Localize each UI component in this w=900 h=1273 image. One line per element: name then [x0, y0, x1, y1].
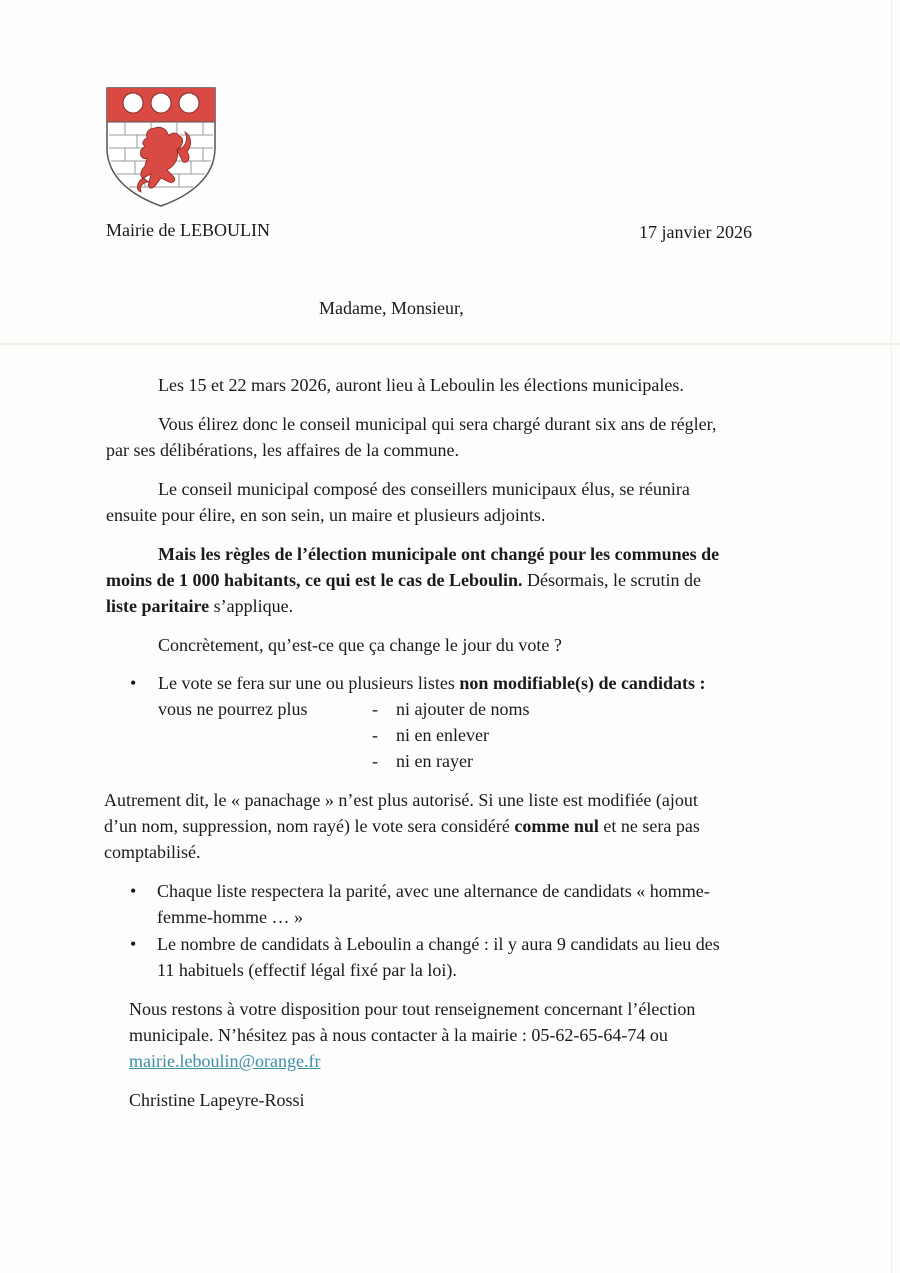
bullet-vote-line2: vous ne pourrez plus [158, 699, 308, 719]
letter-date: 17 janvier 2026 [639, 222, 752, 242]
salutation: Madame, Monsieur, [319, 298, 464, 318]
dash-item-strike: ni en rayer [396, 751, 473, 771]
paragraph-contact-line1: Nous restons à votre disposition pour tout renseignement concernant l’élection [129, 999, 696, 1019]
email-link-line [129, 1048, 321, 1074]
scan-artifact-line [0, 343, 900, 345]
bullet-dot: • [130, 673, 137, 693]
dash-item-add: ni ajouter de noms [396, 699, 530, 719]
liste-paritaire-text: liste paritaire [106, 596, 210, 616]
bullet-parity-line2: femme-homme … » [157, 907, 303, 927]
signature-name: Christine Lapeyre-Rossi [129, 1090, 305, 1110]
dash-marker: - [372, 699, 378, 719]
paragraph-mayor-line1: Le conseil municipal composé des conseillers municipaux élus, se réunira [158, 479, 690, 499]
paragraph-council-line1: Vous élirez donc le conseil municipal qui sera chargé durant six ans de régler, [158, 414, 717, 434]
dash-marker: - [372, 725, 378, 745]
coat-of-arms-icon [105, 86, 217, 208]
rules-text: Désormais, le scrutin de [522, 570, 701, 590]
applies-text: s’applique. [209, 596, 294, 616]
paragraph-contact-line2: municipale. N’hésitez pas à nous contacter à la mairie : 05-62-65-64-74 ou [129, 1025, 668, 1045]
rules-bold-text: moins de 1 000 habitants, ce qui est le cas de Leboulin. [106, 570, 523, 590]
bullet-vote-text: Le vote se fera sur une ou plusieurs listes [158, 673, 460, 693]
paragraph-panachage-line1: Autrement dit, le « panachage » n’est plus autorisé. Si une liste est modifiée (ajout [104, 790, 698, 810]
bullet-candidates-line1: Le nombre de candidats à Leboulin a changé : il y aura 9 candidats au lieu des [157, 934, 720, 954]
bullet-dot: • [130, 881, 137, 901]
bullet-dot: • [130, 934, 137, 954]
comme-nul-text: comme nul [514, 816, 599, 836]
email-link[interactable]: mairie.leboulin@orange.fr [129, 1051, 321, 1071]
sender-name: Mairie de LEBOULIN [106, 220, 270, 240]
bullet-vote-line1 [158, 670, 705, 696]
paragraph-panachage-line2 [104, 813, 700, 839]
paragraph-mayor-line2: ensuite pour élire, en son sein, un maire et plusieurs adjoints. [106, 505, 546, 525]
panachage-text-b: et ne sera pas [598, 816, 700, 836]
paragraph-rules-line2 [106, 567, 701, 593]
paragraph-panachage-line3: comptabilisé. [104, 842, 201, 862]
dash-item-remove: ni en enlever [396, 725, 489, 745]
paragraph-council-line2: par ses délibérations, les affaires de la commune. [106, 440, 460, 460]
dash-marker: - [372, 751, 378, 771]
question-line: Concrètement, qu’est-ce que ça change le jour du vote ? [158, 635, 562, 655]
paragraph-dates: Les 15 et 22 mars 2026, auront lieu à Leboulin les élections municipales. [158, 375, 684, 395]
scan-edge-line [891, 0, 892, 1273]
panachage-text-a: d’un nom, suppression, nom rayé) le vote sera considéré [104, 816, 515, 836]
bullet-candidates-line2: 11 habituels (effectif légal fixé par la loi). [157, 960, 457, 980]
bullet-parity-line1: Chaque liste respectera la parité, avec une alternance de candidats « homme- [157, 881, 710, 901]
paragraph-rules-line1: Mais les règles de l’élection municipale ont changé pour les communes de [158, 544, 720, 564]
bullet-vote-bold: non modifiable(s) de candidats : [459, 673, 706, 693]
paragraph-rules-line3 [106, 593, 293, 619]
